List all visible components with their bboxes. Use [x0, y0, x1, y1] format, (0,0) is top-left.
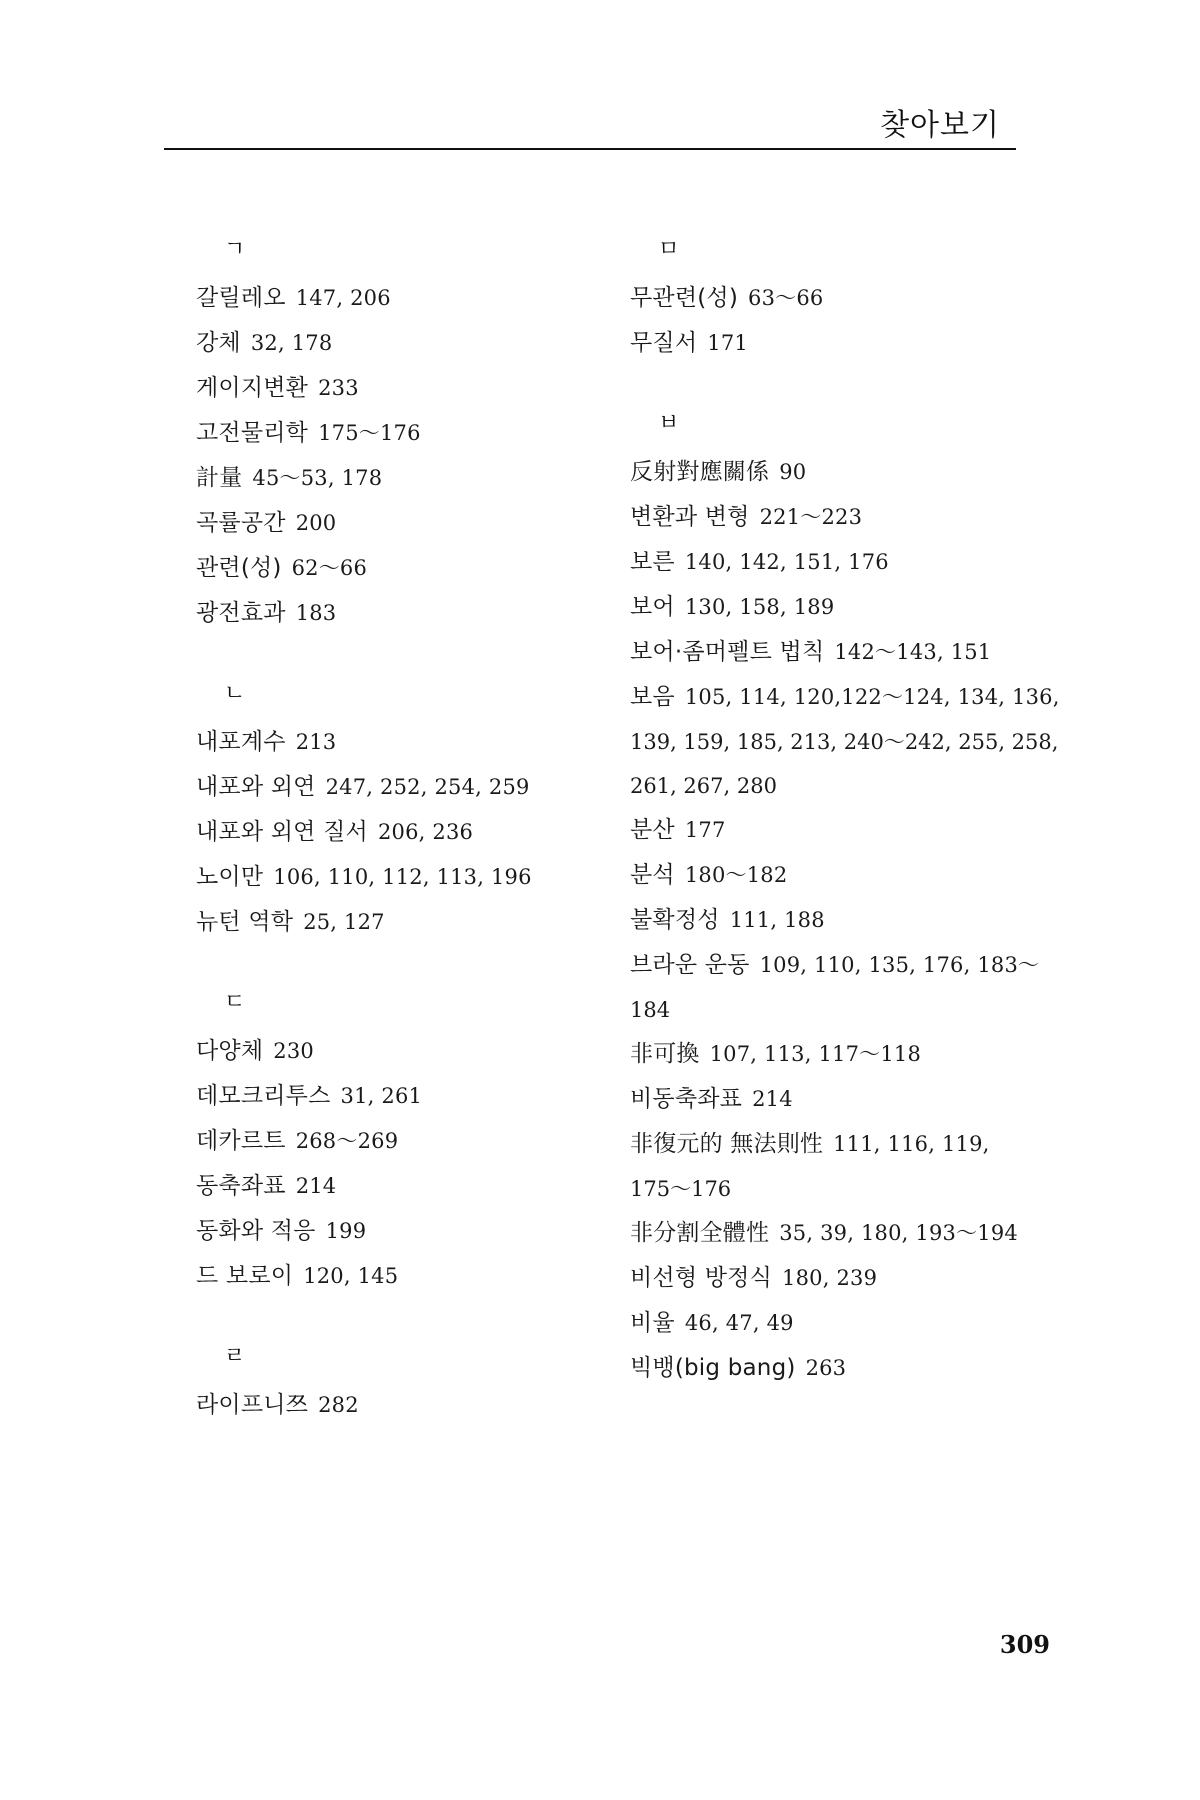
- index-term: 분산: [630, 817, 675, 843]
- index-page-refs: 180～182: [684, 863, 788, 887]
- index-page-refs: 111, 188: [729, 908, 825, 932]
- index-entry: [196, 765, 616, 810]
- index-page-refs: 268～269: [295, 1129, 399, 1153]
- section-letter-heading: ㄴ: [224, 681, 246, 706]
- index-entry: [630, 1301, 1050, 1346]
- page-number: 309: [999, 1630, 1050, 1659]
- index-entry: [630, 1211, 1050, 1256]
- index-entry: [196, 1029, 616, 1074]
- index-entry: [630, 675, 1060, 720]
- index-term: 광전효과: [196, 600, 286, 626]
- index-page-refs: 142～143, 151: [834, 640, 992, 664]
- index-term: 내포와 외연 질서: [196, 819, 368, 845]
- index-page-refs: 177: [684, 818, 726, 842]
- section-letter-heading: ㄱ: [224, 237, 246, 262]
- index-entry: [196, 855, 616, 900]
- index-entry: [630, 585, 1050, 630]
- index-term: 라이프니쯔: [196, 1392, 309, 1418]
- index-entry: [196, 1383, 616, 1428]
- index-page-refs: 63～66: [748, 286, 824, 310]
- index-term: 브라운 운동: [630, 952, 750, 978]
- index-section: [196, 680, 616, 945]
- index-entry: [196, 546, 616, 591]
- index-entry: [630, 1077, 1050, 1122]
- index-entry: [630, 630, 1050, 675]
- index-term: 다양체: [196, 1038, 264, 1064]
- index-entry-list: [196, 1383, 616, 1428]
- index-page-refs: 32, 178: [250, 331, 333, 355]
- index-page-refs-continued: 175～176: [630, 1177, 732, 1201]
- index-page-refs: 107, 113, 117～118: [709, 1042, 922, 1066]
- index-page-refs: 183: [295, 601, 337, 625]
- index-term: 非復元的 無法則性: [630, 1131, 824, 1157]
- index-term: 비율: [630, 1310, 675, 1336]
- index-entry-list: [630, 450, 1060, 1391]
- index-term: 비동축좌표: [630, 1086, 743, 1112]
- index-entry-list: [196, 276, 616, 636]
- index-term: 고전물리학: [196, 420, 309, 446]
- index-term: 게이지변환: [196, 375, 309, 401]
- index-term: 빅뱅(big bang): [630, 1355, 796, 1381]
- index-entry: [196, 501, 616, 546]
- index-entry-list: [630, 276, 1050, 366]
- index-term: 무관련(성): [630, 285, 739, 311]
- index-page-refs: 31, 261: [340, 1084, 423, 1108]
- index-section: [630, 410, 1060, 1391]
- index-term: 드 보로이: [196, 1263, 294, 1289]
- index-entry: [196, 720, 616, 765]
- index-entry: [196, 591, 616, 636]
- index-page-refs: 263: [805, 1356, 847, 1380]
- section-letter-heading: ㅂ: [658, 411, 680, 436]
- index-page-refs-continued: 261, 267, 280: [630, 774, 777, 798]
- index-page-refs: 105, 114, 120,122～124, 134, 136,: [684, 685, 1060, 709]
- index-term: 비선형 방정식: [630, 1265, 773, 1291]
- index-page-refs-continued: 139, 159, 185, 213, 240～242, 255, 258,: [630, 730, 1059, 754]
- index-term: 보어·좀머펠트 법칙: [630, 639, 825, 665]
- index-page-refs: 214: [295, 1174, 337, 1198]
- index-term: 보른: [630, 549, 675, 575]
- index-entry: [630, 943, 1050, 988]
- index-term: 동축좌표: [196, 1173, 286, 1199]
- index-page-refs: 247, 252, 254, 259: [325, 775, 530, 799]
- index-term: 무질서: [630, 330, 698, 356]
- index-term: 곡률공간: [196, 510, 286, 536]
- index-section: [196, 989, 616, 1299]
- index-page-refs: 45～53, 178: [252, 466, 383, 490]
- index-page-refs: 62～66: [291, 556, 368, 580]
- index-section: [196, 236, 616, 636]
- index-entry: [196, 1164, 616, 1209]
- index-page-refs: 25, 127: [303, 910, 385, 934]
- index-page-refs: 221～223: [759, 505, 863, 529]
- index-entry: [630, 450, 1050, 495]
- index-page-refs: 130, 158, 189: [684, 595, 835, 619]
- index-page-refs: 147, 206: [295, 286, 391, 310]
- index-term: 관련(성): [196, 555, 282, 581]
- index-entry: [196, 1209, 616, 1254]
- index-term: 강체: [196, 330, 241, 356]
- index-entry: [196, 321, 616, 366]
- index-term: 非可換: [630, 1041, 700, 1067]
- index-entry: [196, 1119, 616, 1164]
- index-term: 불확정성: [630, 907, 720, 933]
- index-page-refs: 140, 142, 151, 176: [684, 550, 889, 574]
- index-term: 非分割全體性: [630, 1220, 770, 1246]
- index-page-refs: 109, 110, 135, 176, 183～: [759, 953, 1040, 977]
- index-page-refs: 199: [325, 1219, 367, 1243]
- index-entry: [630, 540, 1050, 585]
- index-entry: [630, 898, 1050, 943]
- index-column-left: [196, 236, 616, 1472]
- index-page-refs: 46, 47, 49: [684, 1311, 794, 1335]
- index-term: 노이만: [196, 864, 264, 890]
- index-page-refs: 90: [779, 460, 807, 484]
- index-page-refs: 282: [318, 1393, 359, 1417]
- section-letter-heading: ㄹ: [224, 1344, 246, 1369]
- index-entry: [196, 900, 616, 945]
- index-entry: [630, 1122, 1050, 1167]
- index-page-refs: 120, 145: [303, 1264, 399, 1288]
- index-entry: [630, 1032, 1050, 1077]
- index-column-right: [630, 236, 1060, 1435]
- index-entry: [630, 1256, 1050, 1301]
- index-page-refs: 233: [318, 376, 359, 400]
- index-entry: [630, 853, 1050, 898]
- section-letter-heading: ㅁ: [658, 237, 680, 262]
- index-page-refs: 200: [295, 511, 337, 535]
- index-page-refs: 35, 39, 180, 193～194: [779, 1221, 1018, 1245]
- index-entry: [196, 810, 616, 855]
- index-entry: [196, 1254, 616, 1299]
- index-section: [196, 1343, 616, 1428]
- section-letter-heading: ㄷ: [224, 990, 246, 1015]
- index-entry: [196, 276, 616, 321]
- index-term: 갈릴레오: [196, 285, 286, 311]
- index-page-refs: 175～176: [318, 421, 421, 445]
- index-entry: [630, 321, 1050, 366]
- index-entry: [196, 366, 616, 411]
- index-page-refs: 180, 239: [782, 1266, 878, 1290]
- index-term: 데카르트: [196, 1128, 286, 1154]
- index-page-refs: 171: [707, 331, 748, 355]
- index-page-refs: 230: [273, 1039, 314, 1063]
- index-entry: [630, 495, 1050, 540]
- index-term: 내포계수: [196, 729, 286, 755]
- index-page-refs: 214: [752, 1087, 793, 1111]
- index-entry-list: [196, 720, 616, 945]
- index-section: [630, 236, 1050, 366]
- index-page-refs: 213: [295, 730, 337, 754]
- index-term: 보어: [630, 594, 675, 620]
- index-term: 동화와 적응: [196, 1218, 316, 1244]
- index-page-refs: 111, 116, 119,: [833, 1132, 990, 1156]
- index-entry: [196, 456, 616, 501]
- index-term: 데모크리투스: [196, 1083, 331, 1109]
- index-term: 변환과 변형: [630, 504, 750, 530]
- index-term: 보음: [630, 684, 675, 710]
- index-page-refs: 106, 110, 112, 113, 196: [273, 865, 532, 889]
- index-term: 計量: [196, 465, 243, 491]
- index-page-refs-continued: 184: [630, 998, 671, 1022]
- index-entry: [196, 411, 616, 456]
- index-entry: [196, 1074, 616, 1119]
- header-rule: [164, 148, 1016, 150]
- running-head-title: 찾아보기: [880, 108, 1000, 143]
- index-page-refs: 206, 236: [377, 820, 474, 844]
- index-entry: [630, 276, 1050, 321]
- index-entry-list: [196, 1029, 616, 1299]
- index-term: 분석: [630, 862, 675, 888]
- index-term: 反射對應關係: [630, 459, 770, 485]
- index-term: 뉴턴 역학: [196, 909, 294, 935]
- index-entry: [630, 1346, 1050, 1391]
- index-term: 내포와 외연: [196, 774, 316, 800]
- index-entry: [630, 808, 1050, 853]
